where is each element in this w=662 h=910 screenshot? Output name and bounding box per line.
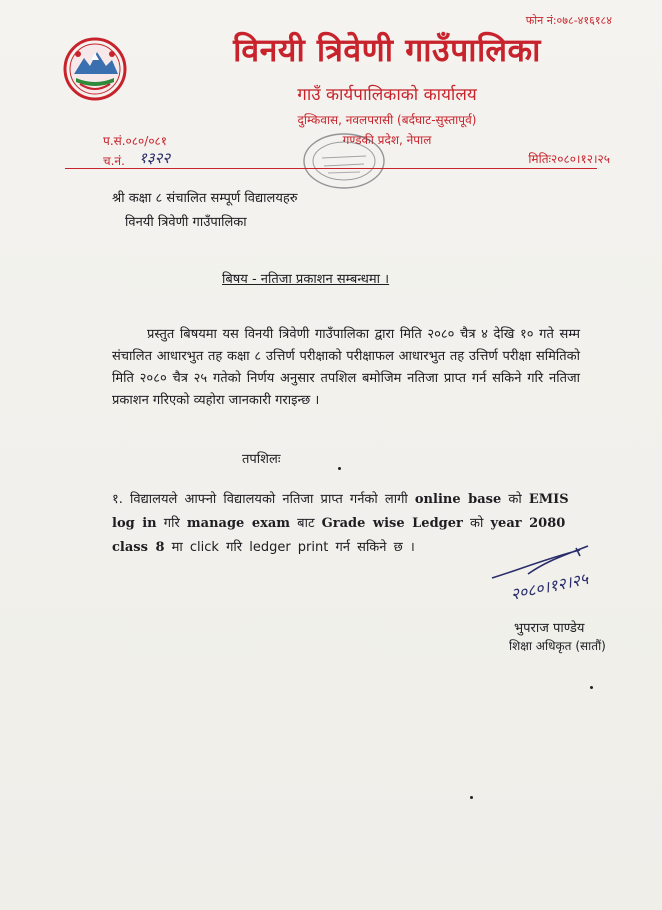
item-bold: year 2080 class 8 [112, 516, 566, 555]
dispatch-number: १३२२ [139, 149, 171, 167]
ink-dot [590, 686, 593, 689]
item-bold: online base [414, 492, 502, 507]
province-name: गण्डकी प्रदेश, नेपाल [342, 133, 432, 147]
office-address: दुम्किवास, नवलपरासी (बर्दघाट-सुस्तापूर्व) [297, 113, 477, 127]
dispatch-label: च.नं. [103, 154, 125, 168]
municipality-title: विनयी त्रिवेणी गाउँपालिका [233, 31, 541, 69]
recipient-line-2: विनयी त्रिवेणी गाउँपालिका [125, 215, 247, 230]
ink-dot [470, 796, 473, 799]
office-stamp-icon [298, 128, 390, 194]
office-name: गाउँ कार्यपालिकाको कार्यालय [297, 85, 477, 105]
item-text: को [462, 516, 491, 531]
letter-date: मितिः२०८०।१२।२५ [528, 152, 610, 166]
item-text: मा click गरि ledger print गर्न सकिने छ । [164, 540, 415, 555]
subject-line: बिषय - नतिजा प्रकाशन सम्बन्धमा । [222, 272, 390, 287]
details-label: तपशिलः [242, 452, 281, 467]
recipient-line-1: श्री कक्षा ८ संचालित सम्पूर्ण विद्यालयहरु [112, 191, 298, 206]
handwritten-signature-icon [488, 540, 628, 610]
handwritten-date: २०८०।१२।२५ [508, 568, 590, 604]
item-text: गरि [156, 516, 187, 531]
item-text: को [501, 492, 529, 507]
header-divider [65, 168, 597, 169]
item-bold: Grade wise Ledger [321, 516, 463, 531]
item-bold: EMIS log in [112, 492, 569, 531]
item-bold: manage exam [186, 516, 291, 531]
reference-number: प.सं.०८०/०८१ [103, 134, 168, 148]
signatory-title: शिक्षा अधिकृत (सातौं) [509, 639, 606, 653]
phone-number: फोन नं:०७८-४१६१८४ [525, 14, 612, 27]
ink-dot [338, 467, 341, 470]
body-paragraph: प्रस्तुत बिषयमा यस विनयी त्रिवेणी गाउँपालिका द्वारा मिति २०८० चैत्र ४ देखि १० गते सम्म संचालित आधारभुत तह कक्षा ८ उत्तिर्ण परीक्षाको परीक्षाफल आधारभुत तह उत्तिर्ण परीक्षा समितिको मिति २०८० चैत्र २५ गतेको निर्णय अनुसार तपशिल बमोजिम नतिजा प्राप्त गर्न सकिने गरि नतिजा प्रकाशन गरिएको व्यहोरा जानकारी गराइन्छ । [112, 327, 580, 408]
item-text: १. विद्यालयले आफ्नो विद्यालयको नतिजा प्राप्त गर्नको लागी [112, 492, 415, 507]
signatory-name: भुपराज पाण्डेय [514, 621, 585, 636]
item-text: बाट [290, 516, 322, 531]
